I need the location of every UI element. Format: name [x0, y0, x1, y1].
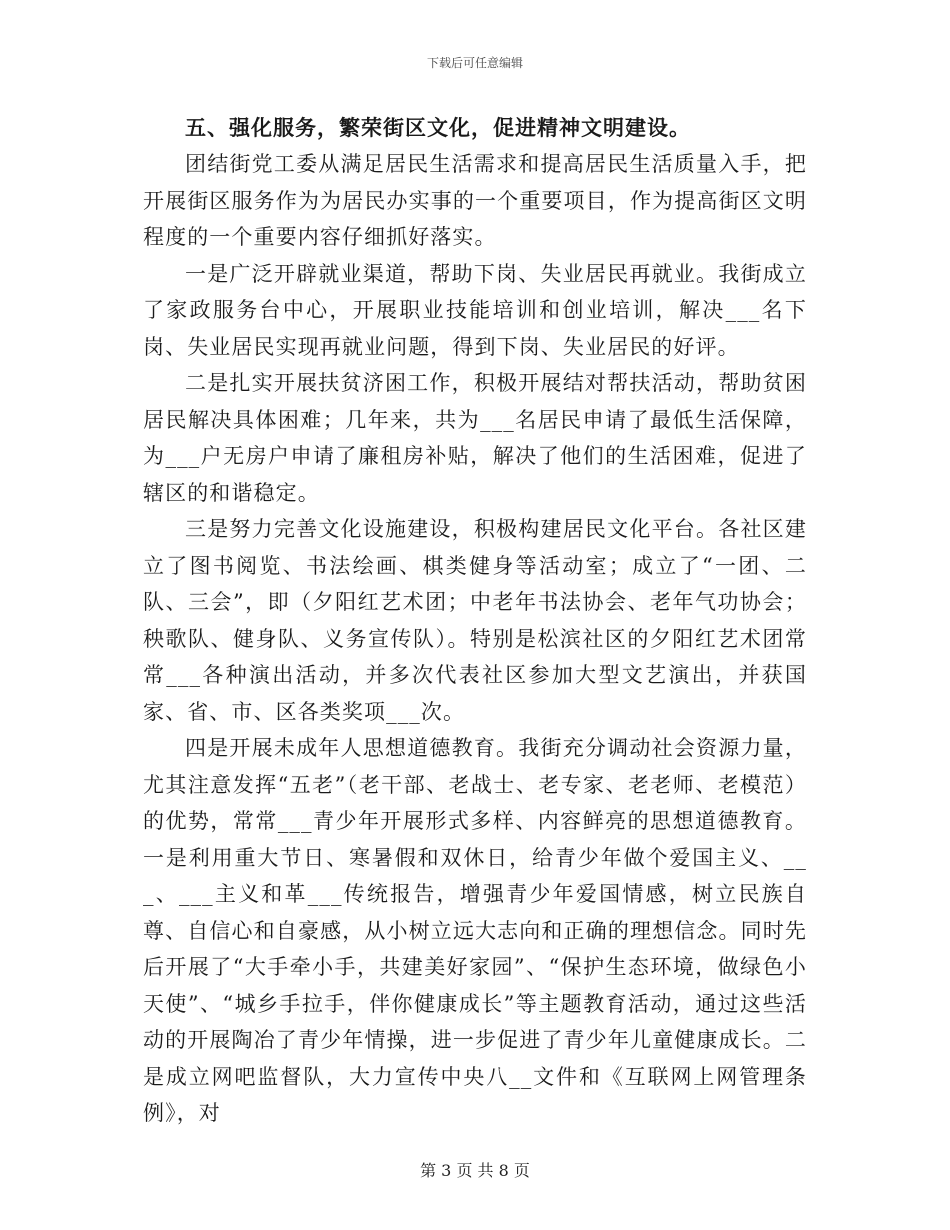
paragraph-poverty-relief: 二是扎实开展扶贫济困工作，积极开展结对帮扶活动，帮助贫困居民解决具体困难；几年来，共为___名居民申请了最低生活保障，为___户无房户申请了廉租房补贴，解决了他们的生活困难，促进了辖区的和谐稳定。 [143, 371, 807, 505]
page-number: 第 3 页 共 8 页 [420, 1161, 530, 1180]
section-heading: 五、强化服务，繁荣街区文化，促进精神文明建设。 [185, 115, 691, 140]
paragraph-employment: 一是广泛开辟就业渠道，帮助下岗、失业居民再就业。我街成立了家政服务台中心，开展职业技能培训和创业培训，解决___名下岗、失业居民实现再就业问题，得到下岗、失业居民的好评。 [143, 261, 807, 359]
paragraph-culture-facilities: 三是努力完善文化设施建设，积极构建居民文化平台。各社区建立了图书阅览、书法绘画、棋类健身等活动室；成立了“一团、二队、三会”，即（夕阳红艺术团；中老年书法协会、老年气功协会；秧歌队、健身队、义务宣传队）。特别是松滨社区的夕阳红艺术团常常___各种演出活动，并多次代表社区参加大型文艺演出，并获国家、省、市、区各类奖项___次。 [143, 517, 807, 724]
paragraph-intro: 团结街党工委从满足居民生活需求和提高居民生活质量入手，把开展街区服务作为为居民办实事的一个重要项目，作为提高街区文明程度的一个重要内容仔细抓好落实。 [143, 152, 807, 249]
document-body [143, 110, 807, 1132]
paragraph-youth-education: 四是开展未成年人思想道德教育。我街充分调动社会资源力量，尤其注意发挥“五老”（老干部、老战士、老专家、老老师、老模范）的优势，常常___青少年开展形式多样、内容鲜亮的思想道德教育。一是利用重大节日、寒暑假和双休日，给青少年做个爱国主义、___、___主义和革___传统报告，增强青少年爱国情感，树立民族自尊、自信心和自豪感，从小树立远大志向和正确的理想信念。同时先后开展了“大手牵小手，共建美好家园”、“保护生态环境，做绿色小天使”、“城乡手拉手，伴你健康成长”等主题教育活动，通过这些活动的开展陶冶了青少年情操，进一步促进了青少年儿童健康成长。二是成立网吧监督队，大力宣传中央八__文件和《互联网上网管理条例》，对 [143, 736, 807, 1125]
header-note: 下载后可任意编辑 [426, 56, 523, 70]
